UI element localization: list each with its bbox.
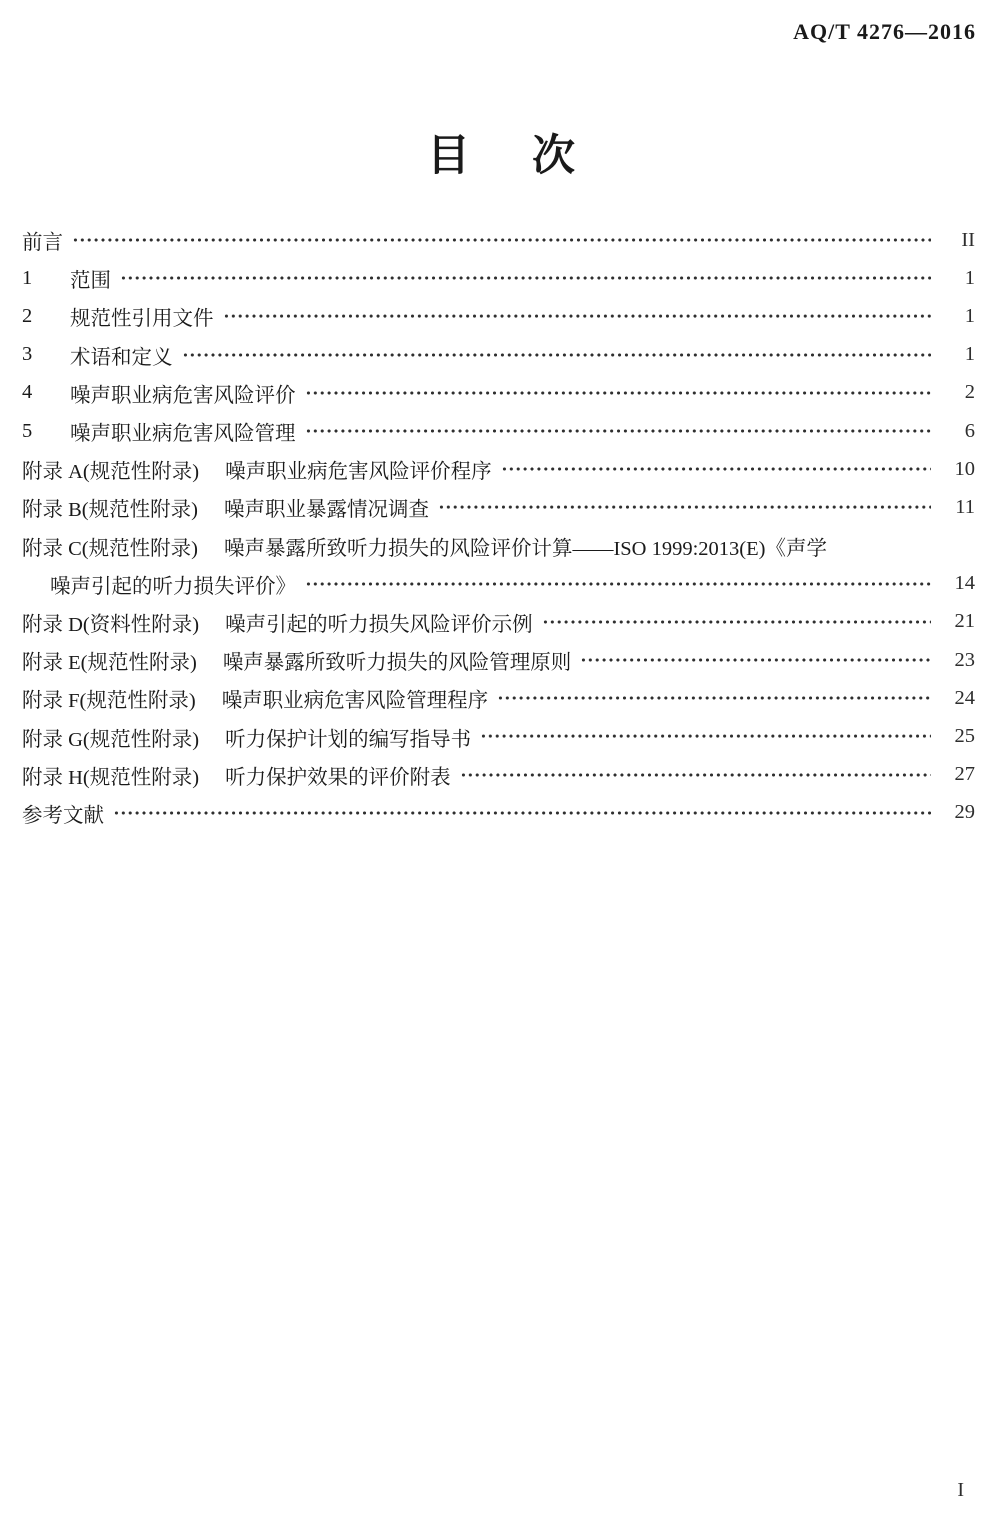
toc-entry-page: 25 [954, 725, 975, 748]
toc-entry-page: 14 [954, 572, 975, 595]
toc-entry-annex-prefix: 附录 D(资料性附录) [22, 613, 200, 636]
toc-entry-title: 范围 [70, 270, 111, 293]
toc-entry [22, 259, 975, 297]
toc-entry [22, 527, 975, 565]
toc-entry-title: 噪声职业病危害风险管理程序 [221, 690, 489, 713]
dot-leader [480, 717, 931, 755]
toc-entry-number: 5 [22, 419, 33, 442]
dot-leader [305, 412, 932, 450]
toc-entry-annex-prefix: 附录 B(规范性附录) [22, 499, 198, 522]
dot-leader [460, 756, 931, 794]
dot-leader [305, 565, 931, 603]
dot-leader [113, 794, 931, 832]
dot-leader [497, 679, 931, 717]
toc-entry-page: 27 [954, 763, 975, 786]
toc-entry-title: 噪声职业病危害风险评价 [70, 384, 296, 407]
toc-entry-annex-prefix: 附录 F(规范性附录) [22, 690, 196, 713]
toc-entry-page: 29 [954, 801, 975, 824]
dot-leader [72, 221, 931, 259]
toc-entry [22, 603, 975, 641]
toc-entry-page: 24 [954, 686, 975, 709]
toc-entry-title: 规范性引用文件 [70, 308, 214, 331]
toc-entry-annex-prefix: 附录 E(规范性附录) [22, 652, 197, 675]
toc-entry [22, 221, 975, 259]
toc-entry-annex-prefix: 附录 A(规范性附录) [22, 461, 200, 484]
toc-entry-page: 1 [964, 304, 975, 327]
toc-entry-title: 噪声职业病危害风险管理 [70, 423, 296, 446]
toc-entry [22, 717, 975, 755]
toc-entry-number: 2 [22, 304, 33, 327]
dot-leader [305, 374, 932, 412]
toc-entry [22, 679, 975, 717]
toc-entry-title-wrap: 噪声引起的听力损失评价》 [50, 575, 296, 598]
toc-entry-title: 噪声暴露所致听力损失的风险评价计算——ISO 1999:2013(E)《声学 [223, 537, 827, 560]
toc-entry-page: 6 [964, 419, 975, 442]
toc-entry-page: 2 [964, 381, 975, 404]
toc-entry-page: 10 [954, 457, 975, 480]
toc-entry-page: 11 [955, 495, 975, 518]
table-of-contents [22, 221, 975, 832]
toc-entry [22, 488, 975, 526]
dot-leader [580, 641, 931, 679]
toc-entry-title: 前言 [22, 232, 63, 255]
toc-entry [22, 794, 975, 832]
toc-entry-title: 听力保护计划的编写指导书 [225, 728, 472, 751]
dot-leader [501, 450, 931, 488]
dot-leader [438, 488, 931, 526]
dot-leader [120, 259, 931, 297]
toc-entry [22, 336, 975, 374]
dot-leader [182, 336, 932, 374]
page-title: 目 次 [427, 132, 575, 180]
toc-entry-annex-prefix: 附录 G(规范性附录) [22, 728, 200, 751]
toc-entry [22, 641, 975, 679]
toc-entry-page: II [961, 228, 975, 251]
dot-leader [542, 603, 931, 641]
toc-entry-page: 1 [964, 343, 975, 366]
toc-entry-number: 4 [22, 381, 33, 404]
footer-page-number: I [957, 1479, 964, 1501]
toc-entry-title: 参考文献 [22, 804, 104, 827]
toc-entry-title: 听力保护效果的评价附表 [225, 766, 451, 789]
toc-entry-page: 1 [964, 266, 975, 289]
toc-entry [22, 297, 975, 335]
toc-entry [22, 756, 975, 794]
standard-code: AQ/T 4276—2016 [793, 19, 976, 44]
toc-entry-number: 1 [22, 266, 33, 289]
toc-entry-title: 噪声职业病危害风险评价程序 [225, 461, 492, 484]
toc-entry-title: 噪声引起的听力损失风险评价示例 [225, 613, 533, 636]
toc-entry-title: 噪声暴露所致听力损失的风险管理原则 [222, 652, 572, 675]
toc-entry-continuation [22, 565, 975, 603]
toc-entry [22, 450, 975, 488]
toc-entry-annex-prefix: 附录 H(规范性附录) [22, 766, 200, 789]
toc-entry-page: 23 [954, 648, 975, 671]
toc-entry [22, 374, 975, 412]
toc-entry-title: 噪声职业暴露情况调查 [223, 499, 429, 522]
dot-leader [223, 297, 932, 335]
toc-entry-page: 21 [954, 610, 975, 633]
toc-entry-number: 3 [22, 343, 33, 366]
toc-entry-annex-prefix: 附录 C(规范性附录) [22, 537, 198, 560]
toc-entry-title: 术语和定义 [70, 346, 173, 369]
toc-entry [22, 412, 975, 450]
